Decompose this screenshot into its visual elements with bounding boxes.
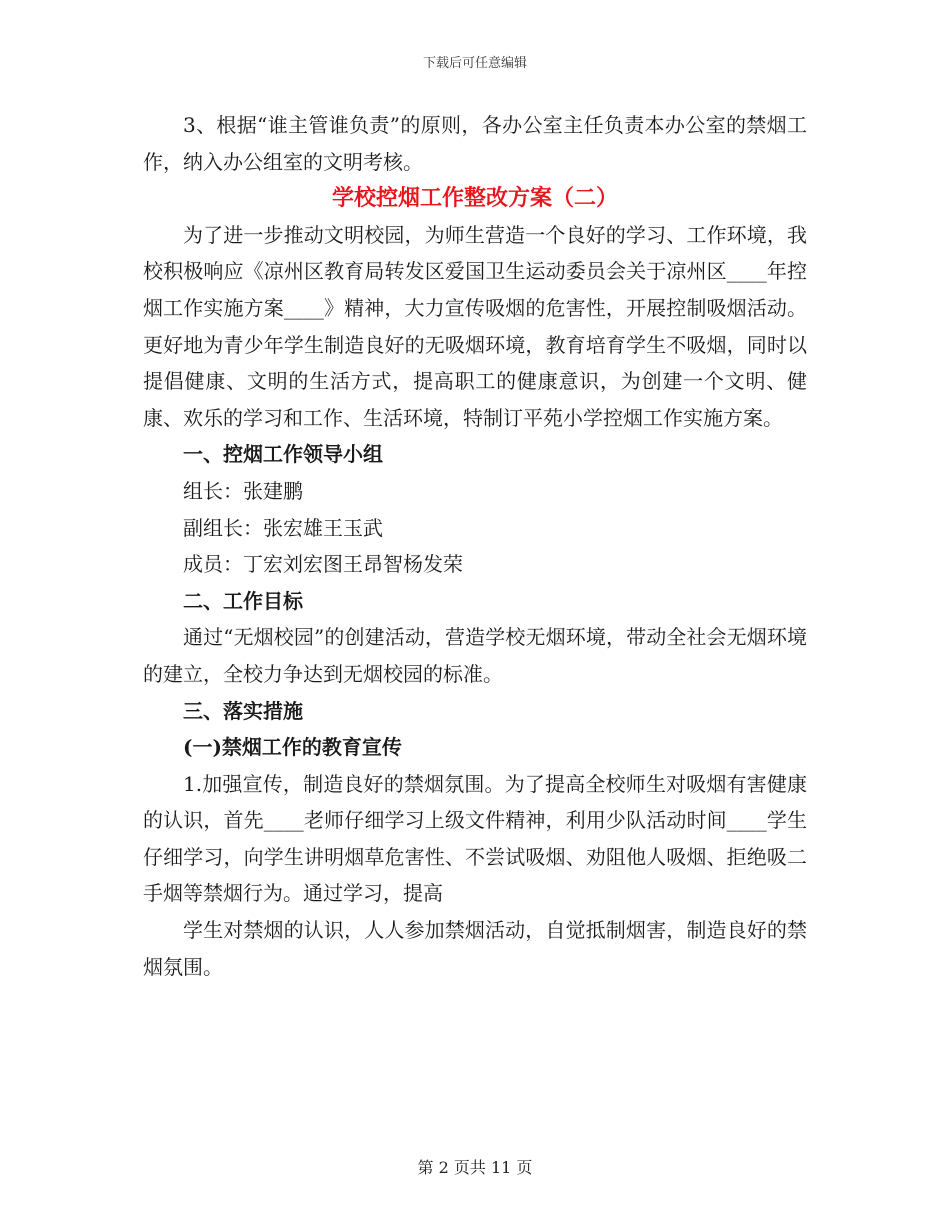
paragraph-intro: 为了进一步推动文明校园，为师生营造一个良好的学习、工作环境，我校积极响应《凉州区教育局转发区爱国卫生运动委员会关于凉州区____年控烟工作实施方案____》精神，大力宣传吸烟的危害性，开展控制吸烟活动。更好地为青少年学生制造良好的无吸烟环境，教育培育学生不吸烟，同时以提倡健康、文明的生活方式，提高职工的健康意识，为创建一个文明、健康、欢乐的学习和工作、生活环境，特制订平苑小学控烟工作实施方案。 (143, 222, 807, 430)
deputy-leader-line: 副组长：张宏雄王玉武 (183, 515, 383, 540)
section-heading-3: 三、落实措施 (183, 698, 303, 723)
page-header: 下载后可任意编辑 (422, 56, 527, 71)
members-line: 成员：丁宏刘宏图王昂智杨发荣 (183, 552, 463, 577)
document-title: 学校控烟工作整改方案（二） (331, 185, 618, 212)
paragraph-measure-1-cont: 学生对禁烟的认识，人人参加禁烟活动，自觉抵制烟害，制造良好的禁烟氛围。 (143, 918, 807, 979)
section-heading-1: 一、控烟工作领导小组 (183, 442, 383, 467)
page-footer: 第 2 页共 11 页 (417, 1158, 533, 1177)
section-heading-2: 二、工作目标 (183, 588, 303, 613)
leader-line: 组长：张建鹏 (183, 478, 303, 503)
paragraph-goals: 通过“无烟校园”的创建活动，营造学校无烟环境，带动全社会无烟环境的建立，全校力争达到无烟校园的标准。 (143, 625, 807, 686)
document-body (143, 107, 807, 985)
paragraph-measure-1: 1.加强宣传，制造良好的禁烟氛围。为了提高全校师生对吸烟有害健康的认识，首先____老师仔细学习上级文件精神，利用少队活动时间____学生仔细学习，向学生讲明烟草危害性、不尝试吸烟、劝阻他人吸烟、拒绝吸二手烟等禁烟行为。通过学习，提高 (143, 771, 807, 906)
subsection-heading-1: (一)禁烟工作的教育宣传 (183, 735, 402, 760)
paragraph-rule-3: 3、根据“谁主管谁负责”的原则，各办公室主任负责本办公室的禁烟工作，纳入办公组室的文明考核。 (143, 113, 807, 174)
